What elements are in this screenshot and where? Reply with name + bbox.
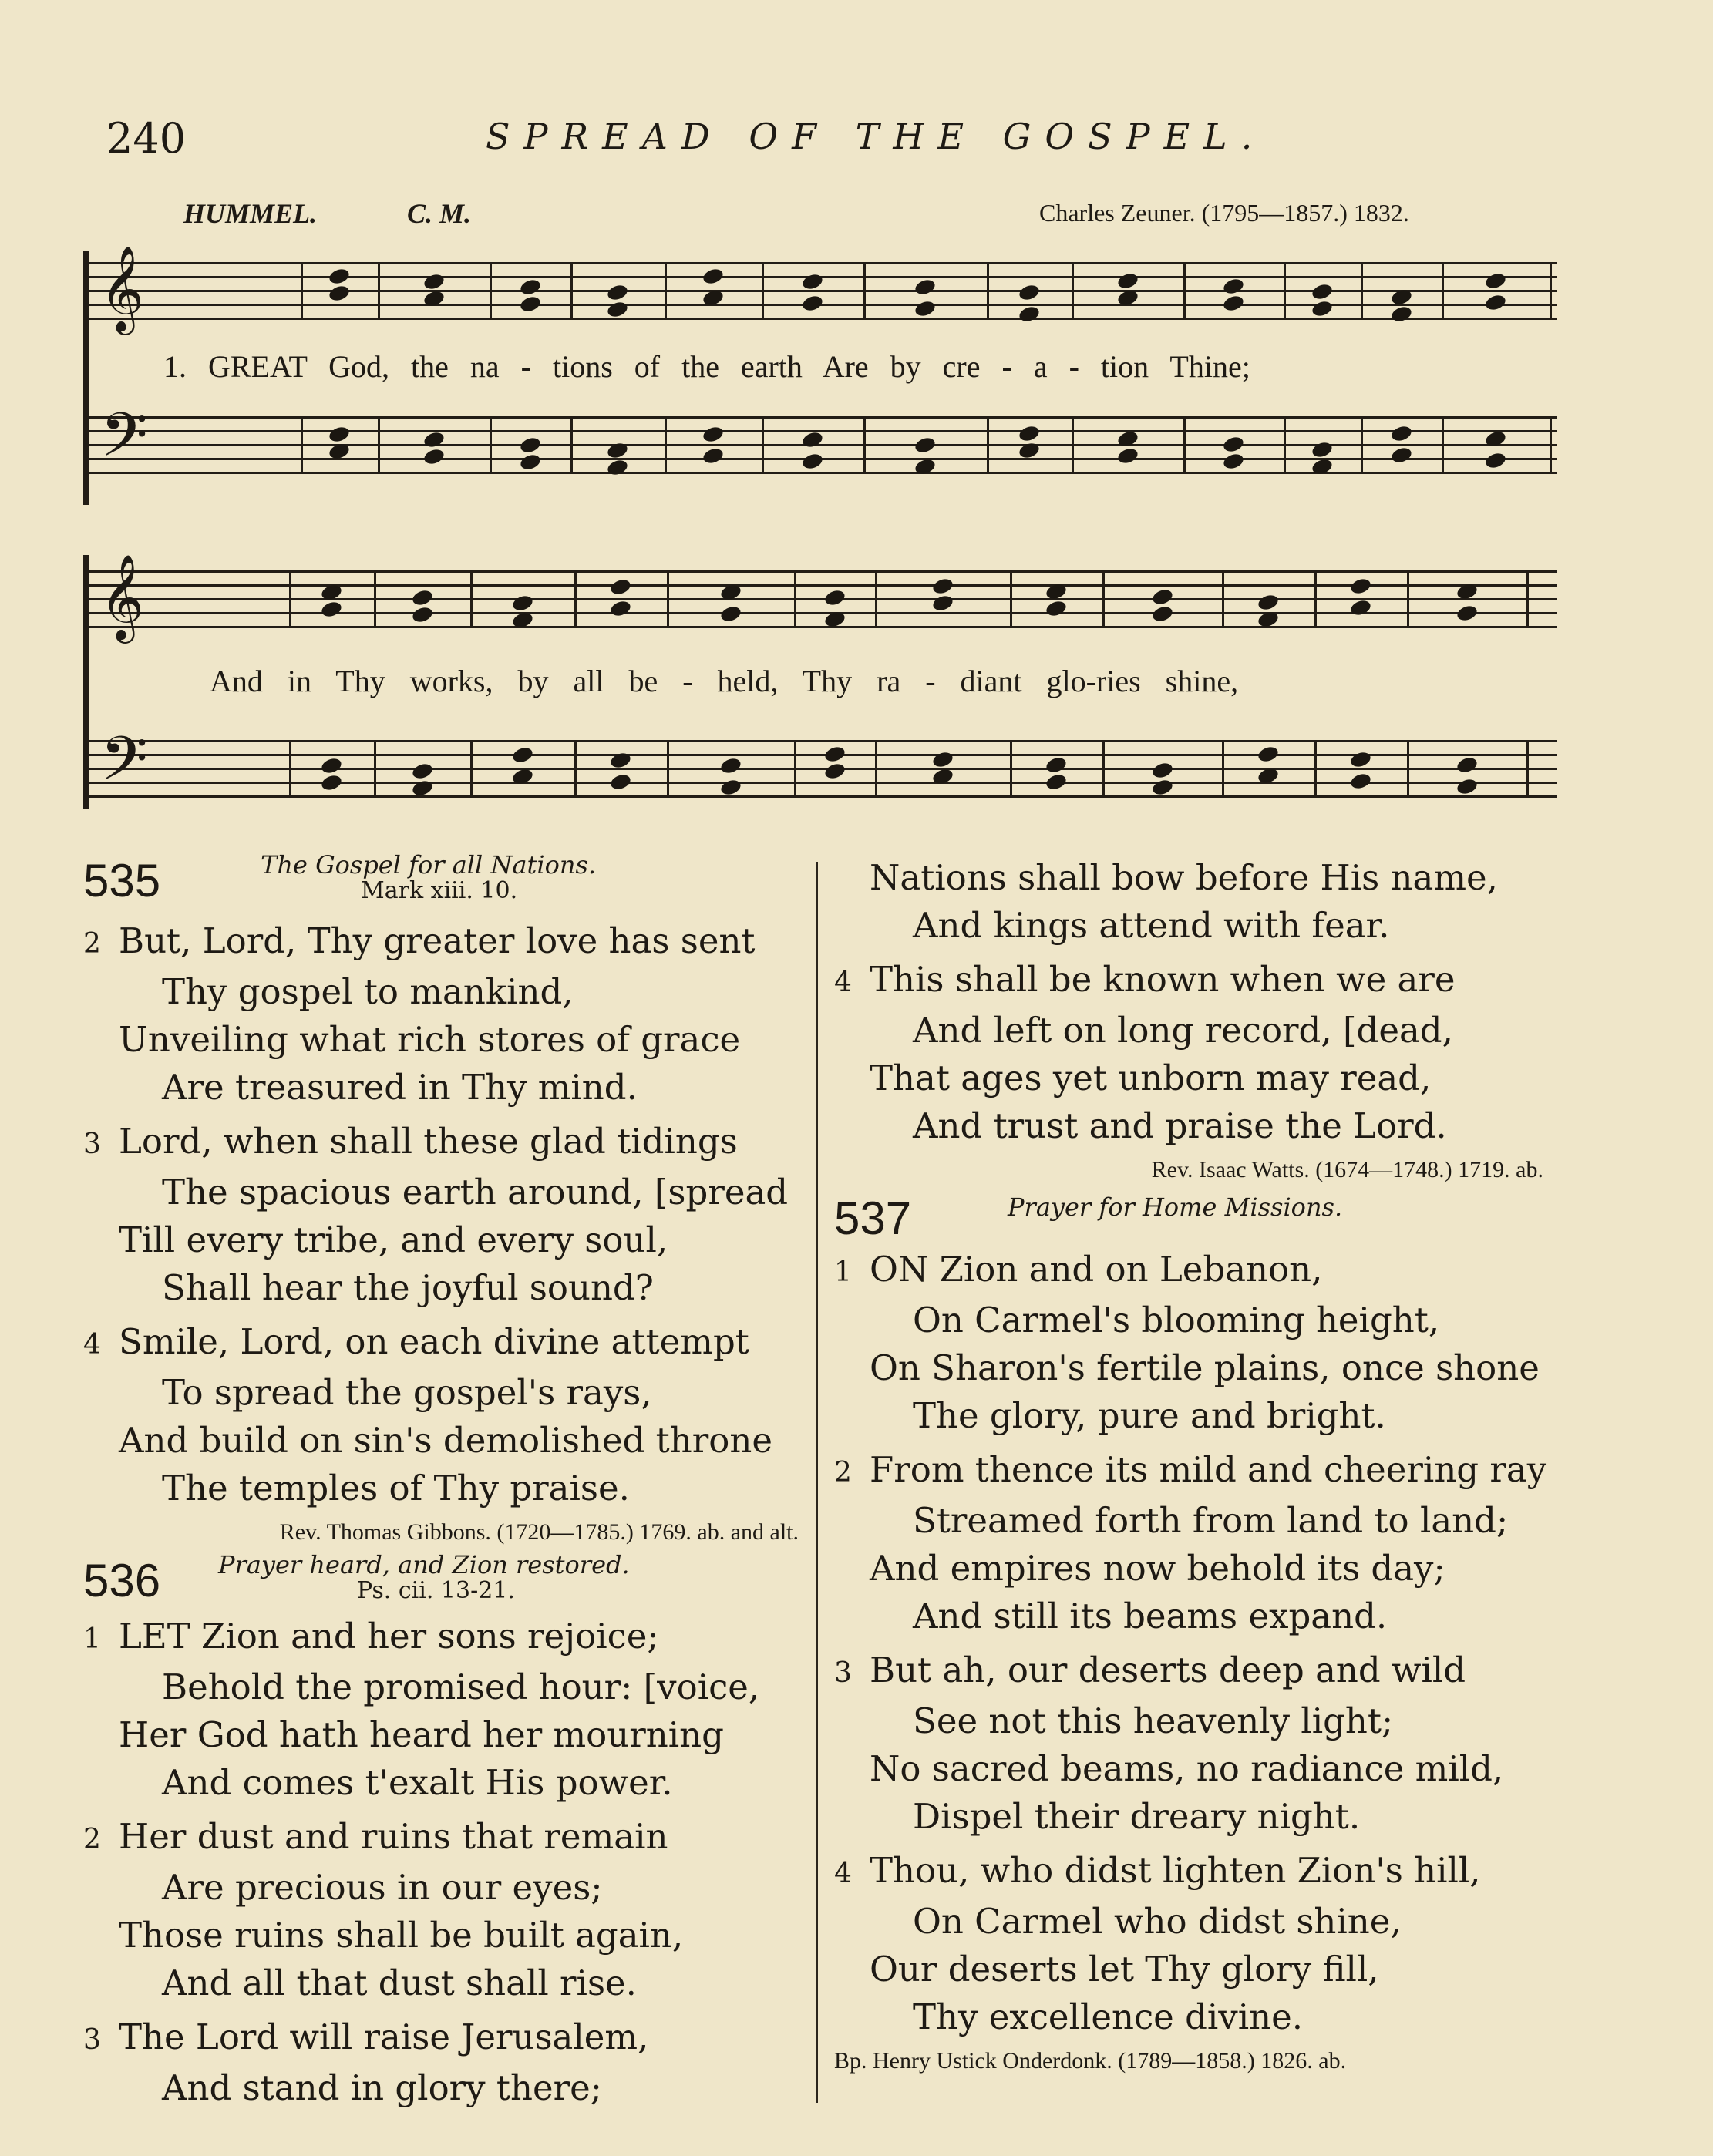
barline <box>1361 262 1363 320</box>
hymn-536 <box>83 1550 808 2112</box>
barline <box>301 262 303 320</box>
hymn-title: Prayer for Home Missions. <box>1008 1192 1343 1222</box>
hymn-reference: Mark xiii. 10. <box>361 877 518 904</box>
bass-clef-icon: 𝄢 <box>100 399 148 486</box>
verse <box>834 854 1543 950</box>
barline <box>1550 262 1552 320</box>
lyrics-line-1: 1. GREAT God, the na - tions of the earth Are by cre - a - tion Thine; <box>163 349 1250 384</box>
barline <box>374 570 376 628</box>
verse-line: To spread the gospel's rays, <box>162 1372 652 1413</box>
hymn-title: The Gospel for all Nations. <box>261 850 597 880</box>
verse-line: Till every tribe, and every soul, <box>119 1219 668 1260</box>
verse-line: The Lord will raise Jerusalem, <box>119 2016 649 2057</box>
verse-line: Lord, when shall these glad tidings <box>119 1121 738 1162</box>
barline <box>570 416 573 474</box>
verse-line: Our deserts let Thy glory fill, <box>870 1949 1379 1990</box>
barline <box>490 416 492 474</box>
barline <box>1010 740 1012 798</box>
verse: 1 ON Zion and on Lebanon, On Carmel's blooming height, On Sharon's fertile plains, once shone The glory, pure and bright. <box>834 1246 1543 1440</box>
barline <box>470 570 473 628</box>
barline <box>374 740 376 798</box>
barline <box>1072 416 1074 474</box>
verse-line: Shall hear the joyful sound? <box>162 1267 654 1308</box>
barline <box>1222 570 1224 628</box>
hymn-number: 535 <box>83 855 161 906</box>
treble-staff-2 <box>83 553 1557 640</box>
barline <box>665 262 667 320</box>
barline <box>570 262 573 320</box>
hymn-number: 536 <box>83 1555 161 1606</box>
verse: 3 But ah, our deserts deep and wild See not this heavenly light; No sacred beams, no radiance mild, Dispel their dreary night. <box>834 1646 1543 1841</box>
verse-line: Thy gospel to mankind, <box>162 971 574 1012</box>
barline <box>490 262 492 320</box>
treble-staff-1 <box>83 245 1557 331</box>
verse-line: ON Zion and on Lebanon, <box>870 1249 1323 1290</box>
verse-line: And all that dust shall rise. <box>162 1963 637 2003</box>
barline <box>301 416 303 474</box>
barline <box>1102 740 1105 798</box>
barline <box>470 740 473 798</box>
hymn-attribution: Rev. Isaac Watts. (1674—1748.) 1719. ab. <box>1151 1157 1543 1182</box>
barline <box>1010 570 1012 628</box>
verse-line: That ages yet unborn may read, <box>870 1058 1432 1098</box>
verse: 4 Thou, who didst lighten Zion's hill, On Carmel who didst shine, Our deserts let Thy glory fill, Thy excellence divine. <box>834 1847 1543 2041</box>
tune-composer: Charles Zeuner. (1795—1857.) 1832. <box>1039 199 1409 227</box>
barline <box>794 740 796 798</box>
hymn-attribution: Rev. Thomas Gibbons. (1720—1785.) 1769. ab. and alt. <box>279 1519 799 1545</box>
verse-line: Her dust and ruins that remain <box>119 1816 668 1857</box>
barline <box>1284 262 1286 320</box>
verse-line: Are treasured in Thy mind. <box>162 1067 638 1108</box>
hymn-number: 537 <box>834 1192 912 1244</box>
barline <box>378 262 380 320</box>
verse-line: Nations shall bow before His name, <box>870 857 1498 898</box>
verse: 2 But, Lord, Thy greater love has sent Thy gospel to mankind, Unveiling what rich stores of grace Are treasured in Thy mind. <box>83 917 808 1112</box>
page-number: 240 <box>106 114 187 163</box>
barline <box>1183 416 1186 474</box>
lyrics-line-2: And in Thy works, by all be - held, Thy ra - diant glo-ries shine, <box>210 664 1239 698</box>
verse-line: The spacious earth around, [spread <box>162 1172 789 1213</box>
verse-line: On Sharon's fertile plains, once shone <box>870 1347 1540 1388</box>
verse-line: And build on sin's demolished throne <box>119 1420 772 1461</box>
verse: 4 This shall be known when we are And left on long record, [dead, That ages yet unborn may read, And trust and praise the Lord. <box>834 956 1543 1150</box>
tune-name: HUMMEL. <box>183 198 318 229</box>
barline <box>1526 740 1529 798</box>
verse-line: The temples of Thy praise. <box>162 1468 630 1509</box>
verse-line: Those ruins shall be built again, <box>119 1915 684 1956</box>
verse-line: LET Zion and her sons rejoice; <box>119 1616 659 1657</box>
verse-line: This shall be known when we are <box>870 959 1456 1000</box>
barline <box>1361 416 1363 474</box>
verse-line: And still its beams expand. <box>913 1596 1388 1636</box>
barline <box>289 740 291 798</box>
verse-line: Thy excellence divine. <box>913 1996 1304 2037</box>
barline <box>875 570 877 628</box>
verse-line: Streamed forth from land to land; <box>913 1500 1509 1541</box>
verse-line: And comes t'exalt His power. <box>162 1762 673 1803</box>
barline <box>987 416 989 474</box>
barline <box>289 570 291 628</box>
verse: 1 LET Zion and her sons rejoice; Behold the promised hour: [voice, Her God hath heard her mourning And comes t'exalt His power. <box>83 1613 808 1807</box>
barline <box>1407 740 1409 798</box>
barline <box>378 416 380 474</box>
barline <box>1183 262 1186 320</box>
treble-clef-icon: 𝄞 <box>100 245 144 331</box>
barline <box>665 416 667 474</box>
verse-line: From thence its mild and cheering ray <box>870 1449 1547 1490</box>
barline <box>762 416 764 474</box>
verse-line: But, Lord, Thy greater love has sent <box>119 920 756 961</box>
hymn-attribution: Bp. Henry Ustick Onderdonk. (1789—1858.) 1826. ab. <box>834 2048 1347 2074</box>
barline <box>1102 570 1105 628</box>
bass-clef-icon: 𝄢 <box>100 723 148 809</box>
barline <box>1550 416 1552 474</box>
column-divider <box>816 862 818 2103</box>
hymn-535 <box>83 850 808 1549</box>
verse: 3 Lord, when shall these glad tidings The spacious earth around, [spread Till every tribe, and every soul, Shall hear the joyful sound? <box>83 1118 808 1312</box>
barline <box>574 570 577 628</box>
verse-line: But ah, our deserts deep and wild <box>870 1650 1466 1690</box>
barline <box>1222 740 1224 798</box>
verse-line: Unveiling what rich stores of grace <box>119 1019 741 1060</box>
right-column <box>834 854 1547 2083</box>
barline <box>762 262 764 320</box>
barline <box>1442 262 1444 320</box>
verse-line: See not this heavenly light; <box>913 1700 1394 1741</box>
barline <box>863 416 866 474</box>
barline <box>1442 416 1444 474</box>
treble-clef-icon: 𝄞 <box>100 553 144 640</box>
verse-line: On Carmel who didst shine, <box>913 1901 1402 1942</box>
verse: 2 Her dust and ruins that remain Are precious in our eyes; Those ruins shall be built again, And all that dust shall rise. <box>83 1813 808 2007</box>
hymn-title: Prayer heard, and Zion restored. <box>218 1550 630 1579</box>
barline <box>1072 262 1074 320</box>
verse-line: And left on long record, [dead, <box>913 1010 1453 1051</box>
verse-line: No sacred beams, no radiance mild, <box>870 1748 1504 1789</box>
barline <box>875 740 877 798</box>
barline <box>1284 416 1286 474</box>
verse-line: And trust and praise the Lord. <box>913 1105 1447 1146</box>
verse: 2 From thence its mild and cheering ray Streamed forth from land to land; And empires now behold its day; And still its beams expand. <box>834 1446 1543 1640</box>
verse-line: Her God hath heard her mourning <box>119 1714 724 1755</box>
barline <box>863 262 866 320</box>
left-column <box>83 850 808 2118</box>
verse-line: Are precious in our eyes; <box>162 1867 603 1908</box>
verse-line: And stand in glory there; <box>162 2067 602 2108</box>
hymn-537 <box>834 1192 1547 2078</box>
barline <box>794 570 796 628</box>
verse-line: Dispel their dreary night. <box>913 1796 1361 1837</box>
verse-line: Smile, Lord, on each divine attempt <box>119 1321 749 1362</box>
verse-line: Thou, who didst lighten Zion's hill, <box>870 1850 1481 1891</box>
verse-line: The glory, pure and bright. <box>913 1395 1386 1436</box>
verse-line: And empires now behold its day; <box>870 1548 1445 1589</box>
barline <box>1314 740 1317 798</box>
barline <box>574 740 577 798</box>
verse: 4 Smile, Lord, on each divine attempt To spread the gospel's rays, And build on sin's demolished throne The temples of Thy praise. <box>83 1318 808 1512</box>
hymn-536-continued <box>834 854 1543 1187</box>
bass-staff-2 <box>83 723 1557 809</box>
verse-line: Behold the promised hour: [voice, <box>162 1667 760 1707</box>
barline <box>1526 570 1529 628</box>
verse-line: On Carmel's blooming height, <box>913 1300 1440 1340</box>
barline <box>987 262 989 320</box>
barline <box>667 740 669 798</box>
tune-meter: C. M. <box>407 198 472 229</box>
bass-staff-1 <box>83 399 1557 486</box>
hymn-reference: Ps. cii. 13-21. <box>357 1577 515 1604</box>
barline <box>1314 570 1317 628</box>
verse-line: And kings attend with fear. <box>913 905 1390 946</box>
verse: 3 The Lord will raise Jerusalem, And stand in glory there; <box>83 2013 808 2112</box>
barline <box>1407 570 1409 628</box>
running-title: SPREAD OF THE GOSPEL. <box>486 116 1267 157</box>
barline <box>667 570 669 628</box>
